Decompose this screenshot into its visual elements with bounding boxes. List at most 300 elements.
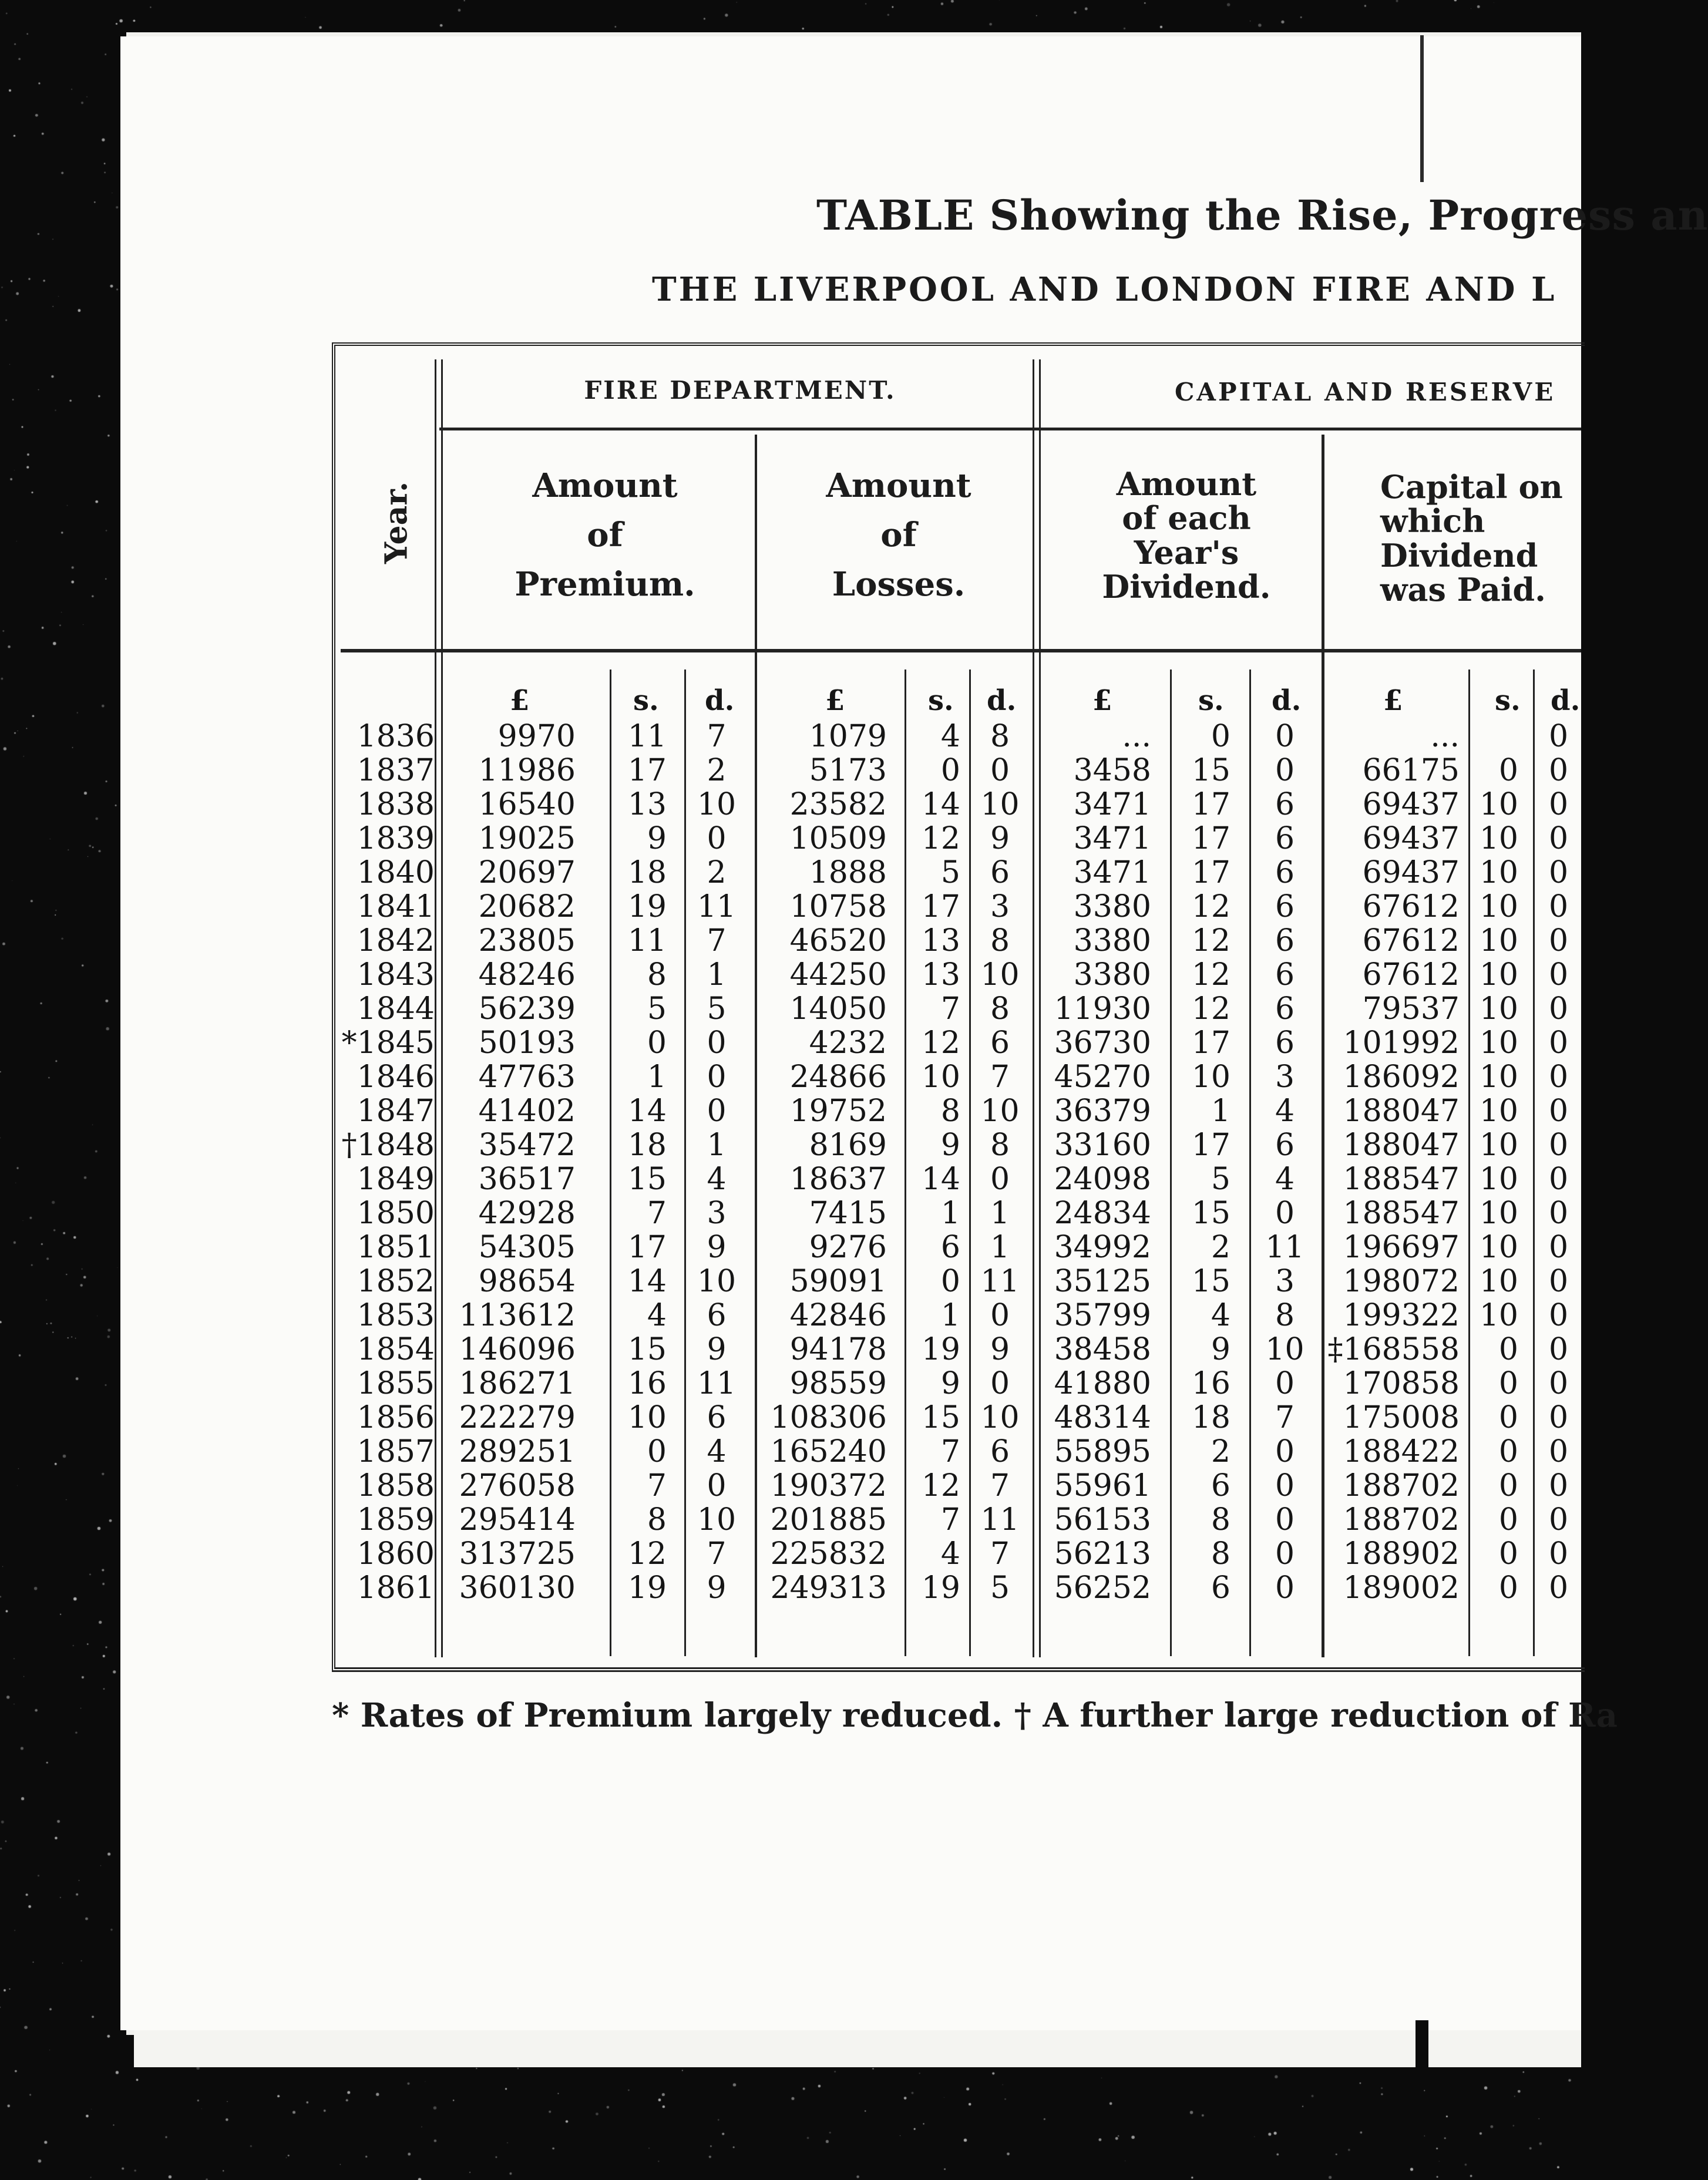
cell-div-l: 41880: [1054, 1366, 1151, 1401]
column-header-rule: [341, 649, 1581, 652]
cell-loss-l: 165240: [770, 1434, 887, 1469]
cell-cap-d: 0: [1548, 855, 1569, 890]
cell-prem-d: 10: [697, 1264, 737, 1299]
cell-cap-l: 69437: [1362, 821, 1460, 856]
cell-loss-d: 7: [990, 1468, 1010, 1503]
cell-cap-l: 170858: [1343, 1366, 1460, 1401]
cell-div-s: 12: [1191, 957, 1230, 993]
cell-cap-l: 188902: [1343, 1536, 1460, 1572]
cell-div-d: 6: [1275, 957, 1295, 993]
cell-loss-s: 1: [940, 1298, 960, 1333]
cell-loss-d: 9: [990, 821, 1010, 856]
cell-div-l: 38458: [1054, 1332, 1151, 1367]
cell-prem-d: 9: [707, 1332, 727, 1367]
cell-year: 1857: [357, 1434, 435, 1469]
cell-prem-d: 2: [707, 855, 727, 890]
cell-year: 1840: [357, 855, 435, 890]
cell-prem-s: 0: [647, 1434, 667, 1469]
cell-cap-l: 198072: [1343, 1264, 1460, 1299]
cell-cap-l: 199322: [1343, 1298, 1460, 1333]
cell-prem-l: 20682: [478, 889, 576, 924]
cell-loss-s: 7: [940, 1434, 960, 1469]
cell-div-d: 6: [1275, 1128, 1295, 1163]
cell-cap-l: 67612: [1362, 957, 1460, 993]
cell-div-s: 17: [1191, 1128, 1230, 1163]
dividend-header-line: of each: [1122, 499, 1251, 537]
cell-div-d: 6: [1275, 855, 1295, 890]
cell-div-s: 6: [1211, 1570, 1230, 1606]
cell-prem-l: 98654: [478, 1264, 576, 1299]
cell-loss-l: 59091: [789, 1264, 887, 1299]
cell-cap-l: ‡168558: [1327, 1332, 1460, 1367]
cell-loss-l: 19752: [789, 1094, 887, 1129]
cell-div-d: 7: [1275, 1400, 1295, 1435]
cell-div-d: 0: [1275, 1434, 1295, 1469]
premium-header-line: Amount: [532, 466, 678, 505]
cell-div-s: 18: [1191, 1400, 1230, 1435]
cell-year: 1842: [357, 923, 435, 958]
cell-cap-s: 10: [1479, 1196, 1518, 1231]
cell-prem-d: 10: [697, 1502, 737, 1538]
capital-shilling-unit: s.: [1495, 684, 1521, 717]
premium-pence-unit: d.: [705, 684, 735, 717]
cell-year: 1836: [357, 719, 435, 754]
footnote: * Rates of Premium largely reduced. † A further large reduction of Ra: [332, 1696, 1618, 1735]
cell-loss-l: 1079: [809, 719, 887, 754]
cell-div-d: 0: [1275, 1366, 1295, 1401]
cell-year: 1858: [357, 1468, 435, 1503]
cell-div-s: 8: [1211, 1502, 1230, 1538]
cell-loss-s: 10: [921, 1059, 960, 1095]
cell-cap-l: 175008: [1343, 1400, 1460, 1435]
cell-prem-s: 11: [627, 923, 667, 958]
cell-div-l: 24098: [1054, 1162, 1151, 1197]
cell-prem-l: 42928: [478, 1196, 576, 1231]
cell-loss-l: 7415: [809, 1196, 887, 1231]
cell-prem-d: 0: [707, 1059, 727, 1095]
cell-div-l: 3380: [1073, 889, 1151, 924]
cell-cap-s: 10: [1479, 1264, 1518, 1299]
cell-prem-l: 23805: [478, 923, 576, 958]
cell-cap-s: [1471, 719, 1518, 753]
cell-div-s: 5: [1211, 1162, 1230, 1197]
cell-prem-d: 11: [697, 889, 737, 924]
cell-cap-d: 0: [1548, 1570, 1569, 1606]
cell-year: 1837: [357, 753, 435, 788]
cell-prem-l: 186271: [459, 1366, 576, 1401]
losses-pound-rule: [905, 670, 906, 1656]
cell-div-d: 0: [1275, 1536, 1295, 1572]
year-header-label: Year.: [378, 481, 415, 564]
cell-div-d: 3: [1275, 1059, 1295, 1095]
cell-loss-s: 9: [940, 1128, 960, 1163]
cell-loss-l: 94178: [789, 1332, 887, 1367]
cell-loss-s: 9: [940, 1366, 960, 1401]
cell-prem-d: 6: [707, 1298, 727, 1333]
cell-cap-d: 0: [1548, 719, 1569, 754]
cell-cap-l: 67612: [1362, 923, 1460, 958]
cell-div-s: 17: [1191, 787, 1230, 822]
cell-prem-s: 7: [647, 1196, 667, 1231]
cell-loss-s: 8: [940, 1094, 960, 1129]
cell-cap-d: 0: [1548, 787, 1569, 822]
cell-div-l: 36379: [1054, 1094, 1151, 1129]
cell-cap-d: 0: [1548, 1025, 1569, 1061]
cell-prem-s: 13: [627, 787, 667, 822]
cell-cap-l: ...: [1430, 719, 1460, 754]
cell-prem-d: 0: [707, 821, 727, 856]
cell-loss-d: 7: [990, 1059, 1010, 1095]
group-header-rule: [439, 428, 1581, 430]
cell-prem-l: 36517: [478, 1162, 576, 1197]
dividend-capital-divider: [1322, 435, 1324, 1657]
cell-prem-l: 54305: [478, 1230, 576, 1265]
cell-loss-d: 6: [990, 1434, 1010, 1469]
cell-prem-l: 360130: [459, 1570, 576, 1606]
cell-loss-l: 46520: [789, 923, 887, 958]
cell-cap-l: 188047: [1343, 1094, 1460, 1129]
cell-div-l: 24834: [1054, 1196, 1151, 1231]
cell-cap-d: 0: [1548, 1162, 1569, 1197]
cell-year: 1850: [357, 1196, 435, 1231]
cell-cap-d: 0: [1548, 1332, 1569, 1367]
cell-cap-l: 66175: [1362, 753, 1460, 788]
cell-cap-l: 188702: [1343, 1468, 1460, 1503]
cell-div-l: 35799: [1054, 1298, 1151, 1333]
cell-prem-d: 0: [707, 1025, 727, 1061]
cell-prem-s: 5: [647, 991, 667, 1027]
cell-cap-l: 189002: [1343, 1570, 1460, 1606]
capital-paid-header: [1333, 470, 1603, 607]
cell-loss-d: 8: [990, 991, 1010, 1027]
cell-loss-d: 5: [990, 1570, 1010, 1606]
cell-prem-l: 146096: [459, 1332, 576, 1367]
cell-cap-s: 0: [1498, 1570, 1518, 1606]
cell-loss-s: 17: [921, 889, 960, 924]
cell-loss-l: 44250: [789, 957, 887, 993]
cell-year: *1845: [341, 1025, 435, 1061]
cell-div-d: 0: [1275, 1570, 1295, 1606]
cell-cap-d: 0: [1548, 889, 1569, 924]
cell-cap-s: 0: [1498, 1366, 1518, 1401]
cell-div-l: ...: [1122, 719, 1151, 754]
cell-loss-l: 249313: [770, 1570, 887, 1606]
cell-loss-s: 4: [940, 719, 960, 754]
cell-prem-d: 1: [707, 1128, 727, 1163]
cell-cap-s: 0: [1498, 1400, 1518, 1435]
cell-prem-l: 295414: [459, 1502, 576, 1538]
cell-loss-d: 10: [980, 1094, 1020, 1129]
cell-prem-l: 56239: [478, 991, 576, 1027]
cell-cap-l: 188547: [1343, 1196, 1460, 1231]
capital-pound-unit: £: [1383, 684, 1403, 717]
page-fold-line: [1420, 35, 1424, 182]
premium-header-line: Premium.: [515, 565, 695, 604]
cell-div-s: 12: [1191, 923, 1230, 958]
losses-pence-unit: d.: [987, 684, 1017, 717]
cell-div-s: 16: [1191, 1366, 1230, 1401]
cell-div-s: 17: [1191, 821, 1230, 856]
cell-loss-l: 42846: [789, 1298, 887, 1333]
cell-prem-s: 14: [627, 1094, 667, 1129]
cell-loss-d: 0: [990, 753, 1010, 788]
dividend-header-line: Amount: [1116, 465, 1257, 503]
cell-loss-l: 9276: [809, 1230, 887, 1265]
cell-div-l: 3471: [1073, 821, 1151, 856]
premium-header: [452, 461, 758, 609]
cell-loss-d: 8: [990, 1128, 1010, 1163]
cell-div-d: 8: [1275, 1298, 1295, 1333]
cell-prem-d: 11: [697, 1366, 737, 1401]
cell-loss-s: 7: [940, 991, 960, 1027]
cell-cap-s: 0: [1498, 1434, 1518, 1469]
cell-year: 1852: [357, 1264, 435, 1299]
cell-prem-s: 17: [627, 1230, 667, 1265]
cell-prem-s: 15: [627, 1332, 667, 1367]
cell-year: 1859: [357, 1502, 435, 1538]
cell-prem-s: 19: [627, 889, 667, 924]
cell-prem-s: 0: [647, 1025, 667, 1061]
cell-loss-l: 4232: [809, 1025, 887, 1061]
cell-prem-l: 19025: [478, 821, 576, 856]
cell-cap-s: 10: [1479, 991, 1518, 1027]
cell-div-l: 11930: [1054, 991, 1151, 1027]
cell-prem-d: 7: [707, 1536, 727, 1572]
cell-loss-l: 18637: [789, 1162, 887, 1197]
cell-div-l: 3471: [1073, 855, 1151, 890]
cell-loss-s: 12: [921, 1025, 960, 1061]
cell-prem-l: 313725: [459, 1536, 576, 1572]
cell-cap-d: 0: [1548, 1468, 1569, 1503]
cell-cap-d: 0: [1548, 1196, 1569, 1231]
cell-div-s: 9: [1211, 1332, 1230, 1367]
cell-prem-s: 19: [627, 1570, 667, 1606]
cell-cap-s: 10: [1479, 1230, 1518, 1265]
cell-year: 1849: [357, 1162, 435, 1197]
fire-department-header: FIRE DEPARTMENT.: [584, 376, 896, 405]
cell-cap-s: 10: [1479, 855, 1518, 890]
cell-div-s: 2: [1211, 1434, 1230, 1469]
losses-header-line: of: [880, 516, 917, 554]
cell-div-s: 12: [1191, 991, 1230, 1027]
cell-prem-l: 20697: [478, 855, 576, 890]
cell-loss-l: 225832: [770, 1536, 887, 1572]
cell-cap-d: 0: [1548, 1128, 1569, 1163]
cell-loss-s: 19: [921, 1332, 960, 1367]
cell-cap-l: 188702: [1343, 1502, 1460, 1538]
cell-loss-s: 14: [921, 787, 960, 822]
losses-header-line: Losses.: [832, 565, 966, 604]
cell-prem-l: 48246: [478, 957, 576, 993]
cell-year: 1853: [357, 1298, 435, 1333]
cell-loss-s: 13: [921, 957, 960, 993]
cell-prem-d: 2: [707, 753, 727, 788]
cell-prem-d: 5: [707, 991, 727, 1027]
cell-div-d: 10: [1265, 1332, 1304, 1367]
cell-loss-s: 13: [921, 923, 960, 958]
cell-div-l: 3380: [1073, 923, 1151, 958]
cell-prem-s: 18: [627, 855, 667, 890]
cell-div-d: 4: [1275, 1162, 1295, 1197]
cell-prem-s: 8: [647, 1502, 667, 1538]
cell-div-d: 0: [1275, 1196, 1295, 1231]
cell-loss-d: 0: [990, 1366, 1010, 1401]
cell-prem-l: 47763: [478, 1059, 576, 1095]
cell-cap-s: 10: [1479, 1094, 1518, 1129]
cell-cap-d: 0: [1548, 1366, 1569, 1401]
cell-div-l: 33160: [1054, 1128, 1151, 1163]
cell-div-s: 4: [1211, 1298, 1230, 1333]
cell-cap-d: 0: [1548, 991, 1569, 1027]
cell-div-d: 6: [1275, 821, 1295, 856]
dividend-header-line: Year's: [1134, 533, 1239, 571]
capital-pence-unit: d.: [1551, 684, 1581, 717]
cell-div-s: 17: [1191, 1025, 1230, 1061]
cell-cap-l: 79537: [1362, 991, 1460, 1027]
cell-prem-s: 7: [647, 1468, 667, 1503]
cell-div-d: 0: [1275, 753, 1295, 788]
page-bottom-notch: [1416, 2020, 1428, 2073]
cell-div-s: 6: [1211, 1468, 1230, 1503]
cell-div-d: 6: [1275, 889, 1295, 924]
cell-cap-d: 0: [1548, 1094, 1569, 1129]
cell-prem-l: 11986: [478, 753, 576, 788]
table-title: TABLE Showing the Rise, Progress an: [816, 191, 1708, 240]
cell-loss-s: 14: [921, 1162, 960, 1197]
capital-pound-rule: [1468, 670, 1470, 1656]
cell-loss-d: 6: [990, 855, 1010, 890]
dividend-shilling-unit: s.: [1198, 684, 1224, 717]
cell-prem-d: 1: [707, 957, 727, 993]
cell-prem-s: 4: [647, 1298, 667, 1333]
cell-prem-l: 222279: [459, 1400, 576, 1435]
cell-cap-s: 10: [1479, 1128, 1518, 1163]
cell-loss-l: 23582: [789, 787, 887, 822]
cell-loss-s: 0: [940, 1264, 960, 1299]
losses-shilling-unit: s.: [928, 684, 954, 717]
cell-cap-d: 0: [1548, 1264, 1569, 1299]
cell-div-d: 0: [1275, 719, 1295, 754]
cell-loss-s: 7: [940, 1502, 960, 1538]
cell-year: 1843: [357, 957, 435, 993]
cell-div-l: 3471: [1073, 787, 1151, 822]
cell-loss-d: 10: [980, 787, 1020, 822]
cell-cap-s: 10: [1479, 957, 1518, 993]
cell-loss-d: 8: [990, 923, 1010, 958]
cell-loss-d: 11: [980, 1502, 1020, 1538]
cell-cap-d: 0: [1548, 821, 1569, 856]
cell-cap-d: 0: [1548, 1059, 1569, 1095]
cell-cap-s: 10: [1479, 821, 1518, 856]
cell-prem-d: 4: [707, 1434, 727, 1469]
cell-div-d: 3: [1275, 1264, 1295, 1299]
cell-loss-d: 0: [990, 1162, 1010, 1197]
cell-year: 1861: [357, 1570, 435, 1606]
cell-loss-d: 10: [980, 1400, 1020, 1435]
cell-loss-s: 6: [940, 1230, 960, 1265]
cell-loss-l: 108306: [770, 1400, 887, 1435]
cell-div-l: 45270: [1054, 1059, 1151, 1095]
cell-cap-l: 101992: [1343, 1025, 1460, 1061]
cell-div-l: 35125: [1054, 1264, 1151, 1299]
cell-prem-d: 6: [707, 1400, 727, 1435]
cell-cap-s: 10: [1479, 1162, 1518, 1197]
cell-div-l: 55961: [1054, 1468, 1151, 1503]
cell-div-d: 6: [1275, 787, 1295, 822]
cell-loss-s: 4: [940, 1536, 960, 1572]
cell-cap-l: 69437: [1362, 855, 1460, 890]
year-column-divider: [435, 359, 443, 1657]
cell-div-s: 15: [1191, 753, 1230, 788]
cell-div-d: 6: [1275, 991, 1295, 1027]
cell-prem-d: 0: [707, 1094, 727, 1129]
cell-prem-l: 9970: [497, 719, 576, 754]
cell-cap-l: 67612: [1362, 889, 1460, 924]
dividend-header: [1051, 467, 1322, 604]
cell-loss-d: 9: [990, 1332, 1010, 1367]
cell-cap-s: 10: [1479, 787, 1518, 822]
cell-div-s: 15: [1191, 1196, 1230, 1231]
cell-loss-d: 1: [990, 1196, 1010, 1231]
cell-year: 1847: [357, 1094, 435, 1129]
cell-prem-l: 41402: [478, 1094, 576, 1129]
capital-paid-header-line: Dividend: [1380, 536, 1538, 574]
cell-div-s: 1: [1211, 1094, 1230, 1129]
cell-year: 1860: [357, 1536, 435, 1572]
cell-div-d: 6: [1275, 1025, 1295, 1061]
cell-loss-l: 1888: [809, 855, 887, 890]
cell-cap-d: 0: [1548, 1434, 1569, 1469]
cell-cap-d: 0: [1548, 1230, 1569, 1265]
cell-div-l: 34992: [1054, 1230, 1151, 1265]
cell-loss-l: 10758: [789, 889, 887, 924]
capital-paid-header-line: Capital on: [1380, 468, 1563, 506]
cell-prem-d: 0: [707, 1468, 727, 1503]
cell-year: 1856: [357, 1400, 435, 1435]
cell-year: 1841: [357, 889, 435, 924]
cell-cap-d: 0: [1548, 753, 1569, 788]
cell-div-s: 0: [1211, 719, 1230, 754]
cell-cap-s: 0: [1498, 1502, 1518, 1538]
cell-div-s: 8: [1211, 1536, 1230, 1572]
capital-reserve-header: CAPITAL AND RESERVE: [1175, 378, 1556, 406]
premium-header-line: of: [587, 516, 623, 554]
cell-prem-s: 9: [647, 821, 667, 856]
cell-cap-s: 0: [1498, 1332, 1518, 1367]
losses-shilling-rule: [969, 670, 971, 1656]
cell-cap-d: 0: [1548, 1536, 1569, 1572]
premium-shilling-rule: [684, 670, 686, 1656]
cell-prem-l: 276058: [459, 1468, 576, 1503]
cell-div-d: 11: [1265, 1230, 1304, 1265]
cell-prem-l: 35472: [478, 1128, 576, 1163]
cell-loss-d: 1: [990, 1230, 1010, 1265]
cell-cap-s: 0: [1498, 753, 1518, 788]
cell-loss-l: 10509: [789, 821, 887, 856]
cell-year: 1839: [357, 821, 435, 856]
cell-loss-d: 11: [980, 1264, 1020, 1299]
cell-year: †1848: [341, 1128, 435, 1163]
cell-loss-s: 1: [940, 1196, 960, 1231]
cell-cap-s: 10: [1479, 889, 1518, 924]
cell-loss-l: 24866: [789, 1059, 887, 1095]
cell-loss-l: 5173: [809, 753, 887, 788]
cell-div-s: 12: [1191, 889, 1230, 924]
cell-cap-s: 10: [1479, 1298, 1518, 1333]
cell-cap-s: 10: [1479, 923, 1518, 958]
cell-prem-l: 113612: [459, 1298, 576, 1333]
year-header: [367, 464, 426, 581]
